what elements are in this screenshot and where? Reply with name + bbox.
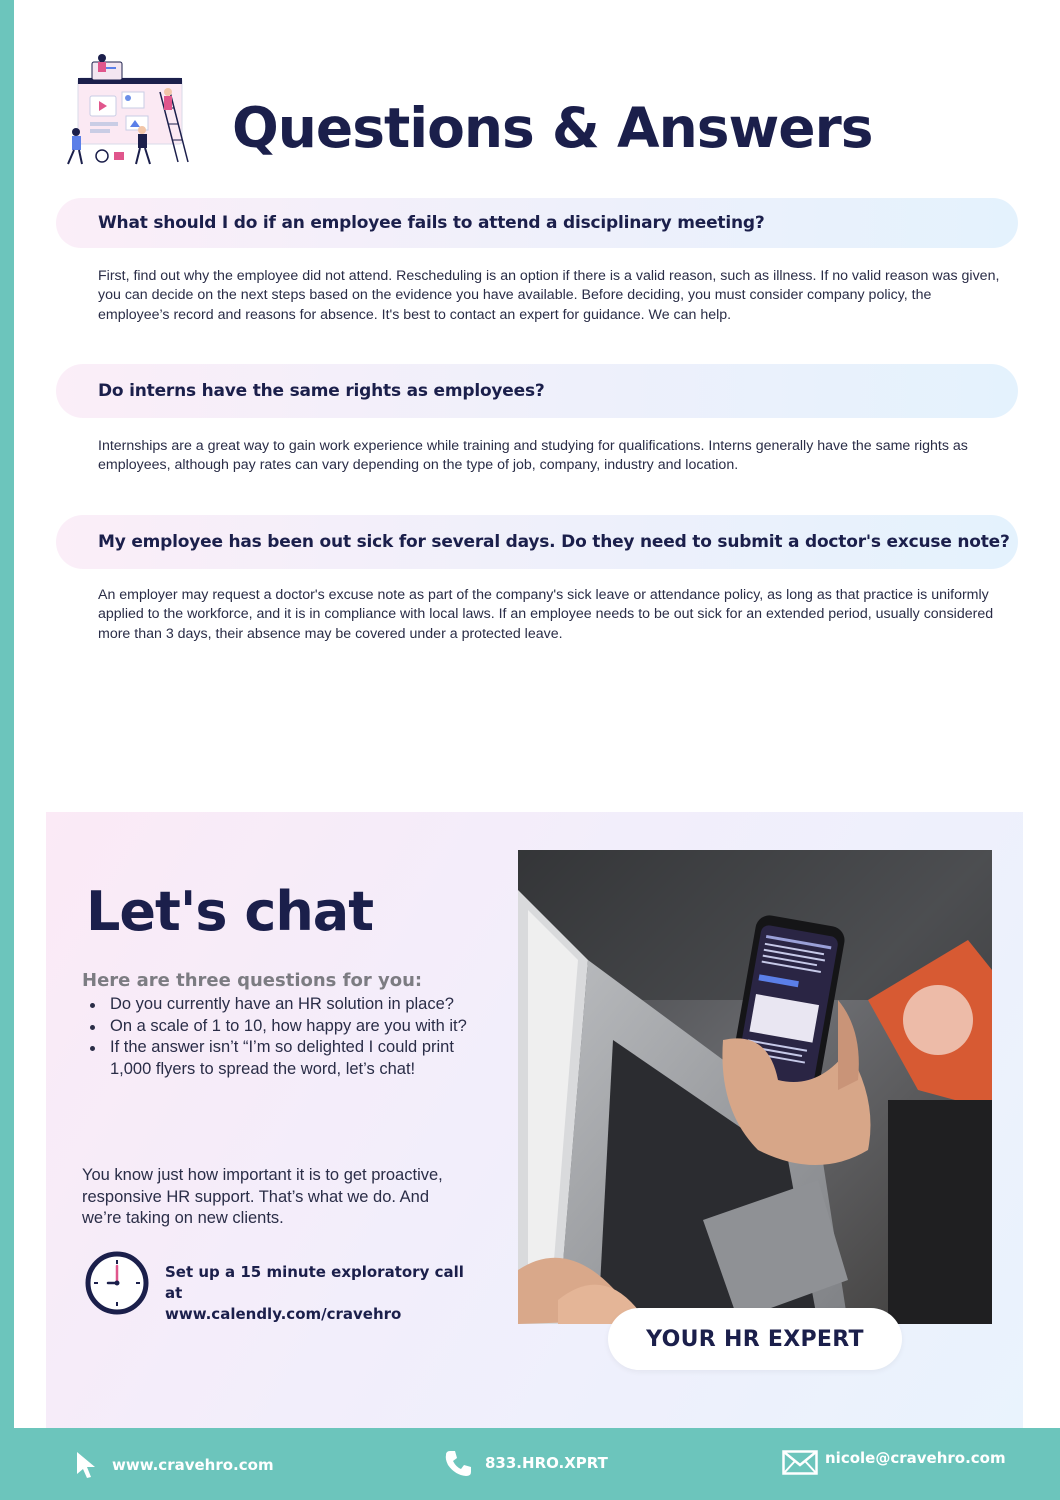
- team-illustration-icon: [62, 52, 194, 170]
- email-link[interactable]: nicole@cravehro.com: [825, 1449, 1006, 1467]
- call-to-action: [165, 1262, 485, 1325]
- chat-paragraph: You know just how important it is to get proactive, responsive HR support. That’s what we do. And we’re taking on new clients.: [82, 1166, 443, 1227]
- list-item: If the answer isn’t “I’m so delighted I could print 1,000 flyers to spread the word, let’s chat!: [82, 1037, 474, 1080]
- footer-email[interactable]: [782, 1448, 1006, 1476]
- hr-expert-badge: YOUR HR EXPERT: [608, 1308, 902, 1370]
- footer-phone[interactable]: [444, 1449, 608, 1477]
- faq-question-pill: [56, 364, 1018, 418]
- faq-answer: An employer may request a doctor's excuse note as part of the company's sick leave or attendance policy, as long as that practice is uniformly applied to the workforce, and it is in compliance with local laws. If an employee needs to be out sick for an extended period, usually considered more than 3 days, their absence may be covered under a protected leave.: [98, 587, 994, 642]
- calendly-link[interactable]: www.calendly.com/cravehro: [165, 1305, 402, 1323]
- cta-line: Set up a 15 minute exploratory call at: [165, 1263, 464, 1302]
- clock-icon: [84, 1250, 150, 1316]
- faq-question-pill: [56, 515, 1018, 569]
- chat-title: Let's chat: [86, 880, 374, 943]
- page-title: Questions & Answers: [232, 96, 873, 160]
- website-link[interactable]: www.cravehro.com: [112, 1456, 274, 1474]
- faq-question-pill: [56, 198, 1018, 248]
- phone-icon: [444, 1449, 472, 1477]
- faq-question: My employee has been out sick for several days. Do they need to submit a doctor's excuse note?: [98, 532, 1010, 552]
- footer-website[interactable]: [74, 1450, 274, 1480]
- envelope-icon: [782, 1448, 818, 1476]
- chat-subtitle: Here are three questions for you:: [82, 970, 423, 991]
- list-item: Do you currently have an HR solution in place?: [82, 994, 474, 1016]
- faq-answer: Internships are a great way to gain work experience while training and studying for qualifications. Interns generally have the same rights as employees, although pay rates can vary depending on the type of job, company, industry and location.: [98, 438, 968, 474]
- list-item: On a scale of 1 to 10, how happy are you with it?: [82, 1016, 474, 1038]
- footer: [0, 1428, 1060, 1500]
- laptop-and-phone-photo: [518, 850, 992, 1324]
- left-accent-bar: [0, 0, 14, 1428]
- chat-question-list: [82, 994, 474, 1080]
- faq-answer: First, find out why the employee did not attend. Rescheduling is an option if there is a valid reason, such as illness. If no valid reason was given, you can decide on the next steps based on the evidence you have available. Before deciding, you must consider company policy, the employee’s record and reasons for absence. It's best to contact an expert for guidance. We can help.: [98, 268, 1000, 323]
- faq-question: Do interns have the same rights as employees?: [98, 381, 545, 401]
- cursor-icon: [74, 1450, 98, 1480]
- faq-question: What should I do if an employee fails to attend a disciplinary meeting?: [98, 213, 765, 233]
- phone-number[interactable]: 833.HRO.XPRT: [485, 1454, 608, 1472]
